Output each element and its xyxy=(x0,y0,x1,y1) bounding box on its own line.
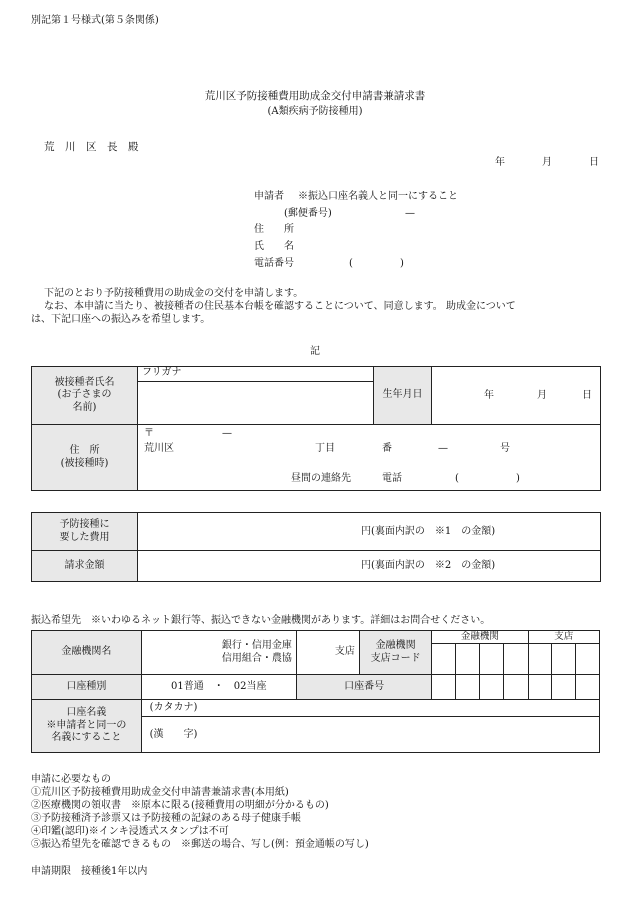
branch-code-digit[interactable] xyxy=(528,644,552,675)
addressee: 荒 川 区 長 殿 xyxy=(44,141,139,153)
code-branch-header: 支店 xyxy=(528,631,599,644)
form-title: 荒川区予防接種費用助成金交付申請書兼請求書 xyxy=(204,90,426,102)
claim-value: 円(裏面内訳の ※2 の金額) xyxy=(361,560,496,571)
account-number-digit[interactable] xyxy=(479,675,503,700)
requirement-item: ④印鑑(認印)※インキ浸透式スタンプは不可 xyxy=(31,826,229,837)
bank-type-1: 銀行・信用金庫 xyxy=(221,640,292,651)
code-inst-header: 金融機関 xyxy=(432,631,528,644)
postal-dash: — xyxy=(222,428,232,439)
chome-label: 丁目 xyxy=(315,443,335,454)
form-number: 別記第１号様式(第５条関係) xyxy=(31,15,159,26)
dob-label: 生年月日 xyxy=(374,367,432,425)
dob-year: 年 xyxy=(484,390,494,401)
applicant-name-label: 氏 名 xyxy=(254,241,294,252)
branch-code-digit[interactable] xyxy=(576,644,600,675)
account-number-digit[interactable] xyxy=(528,675,552,700)
account-holder-label: 口座名義 ※申請者と同一の 名義にすること xyxy=(32,700,142,753)
application-deadline: 申請期限 接種後1年以内 xyxy=(31,866,148,877)
intro-line-3: は、下記口座への振込みを希望します。 xyxy=(31,314,211,325)
date-month[interactable]: 月 xyxy=(542,157,552,168)
cost-value: 円(裏面内訳の ※1 の金額) xyxy=(361,526,496,537)
account-number-digit[interactable] xyxy=(576,675,600,700)
inst-code-digit[interactable] xyxy=(432,644,456,675)
daytime-phone-open: ( xyxy=(455,473,459,484)
applicant-address-label: 住 所 xyxy=(254,224,294,235)
applicant-note: ※振込口座名義人と同一にすること xyxy=(298,191,458,202)
applicant-phone-open: ( xyxy=(349,258,353,269)
branch-code-digit[interactable] xyxy=(552,644,576,675)
date-year[interactable]: 年 xyxy=(495,157,505,168)
holder-kanji[interactable]: (漢 字) xyxy=(149,729,198,740)
account-number-digit[interactable] xyxy=(503,675,528,700)
account-type-options[interactable]: 01普通 ・ 02当座 xyxy=(141,675,296,700)
daytime-phone-close: ) xyxy=(516,473,520,484)
requirement-item: ③予防接種済予診票又は予防接種の記録のある母子健康手帳 xyxy=(31,813,301,824)
form-subtitle: (A類疾病予防接種用) xyxy=(267,106,363,117)
dob-field[interactable] xyxy=(432,367,601,425)
bank-table xyxy=(31,630,600,753)
intro-line-2: なお、本申請に当たり、被接種者の住民基本台帳を確認することについて、同意します。 助成金について xyxy=(44,301,516,312)
date-day[interactable]: 日 xyxy=(589,157,599,168)
applicant-postal-label: (郵便番号) xyxy=(284,208,332,219)
postal-mark: 〒 xyxy=(144,428,154,439)
patient-name-label: 被接種者氏名 (お子さまの 名前) xyxy=(32,367,138,425)
claim-label: 請求金額 xyxy=(32,551,138,582)
inst-code-digit[interactable] xyxy=(479,644,503,675)
bank-heading: 振込希望先 ※いわゆるネット銀行等、振込できない金融機関があります。詳細はお問合せください。 xyxy=(31,615,491,626)
dob-day: 日 xyxy=(582,390,592,401)
patient-table xyxy=(31,366,601,491)
inst-code-digit[interactable] xyxy=(456,644,480,675)
account-holder-field[interactable] xyxy=(141,700,599,753)
daytime-phone-label: 電話 xyxy=(382,473,402,484)
furigana-label: フリガナ xyxy=(138,367,373,382)
account-number-label: 口座番号 xyxy=(296,675,432,700)
holder-katakana[interactable]: (カタカナ) xyxy=(142,700,599,717)
requirement-item: ②医療機関の領収書 ※原本に限る(接種費用の明細が分かるもの) xyxy=(31,800,329,811)
daytime-contact-label: 昼間の連絡先 xyxy=(291,473,351,484)
applicant-postal-dash: — xyxy=(405,208,415,219)
dob-month: 月 xyxy=(537,390,547,401)
ki-heading: 記 xyxy=(310,346,320,357)
bank-type-2: 信用組合・農協 xyxy=(221,652,292,664)
account-number-digit[interactable] xyxy=(552,675,576,700)
applicant-phone-close: ) xyxy=(400,258,404,269)
account-type-label: 口座種別 xyxy=(32,675,142,700)
requirement-item: ①荒川区予防接種費用助成金交付申請書兼請求書(本用紙) xyxy=(31,787,289,798)
ward-name: 荒川区 xyxy=(144,443,174,454)
cost-table xyxy=(31,512,601,582)
ban-dash: — xyxy=(438,443,448,454)
requirements-heading: 申請に必要なもの xyxy=(31,774,111,785)
patient-address-label: 住 所 (被接種時) xyxy=(32,425,138,491)
claim-field[interactable] xyxy=(138,551,601,582)
go-label: 号 xyxy=(500,443,510,454)
branch-field[interactable]: 支店 xyxy=(296,631,359,675)
intro-line-1: 下記のとおり予防接種費用の助成金の交付を申請します。 xyxy=(44,288,304,299)
code-label: 金融機関 支店コード xyxy=(359,631,431,675)
patient-address-field[interactable] xyxy=(138,425,601,491)
requirement-item: ⑤振込希望先を確認できるもの ※郵送の場合、写し(例：預金通帳の写し) xyxy=(31,839,369,850)
ban-label: 番 xyxy=(382,443,392,454)
inst-code-digit[interactable] xyxy=(503,644,528,675)
account-number-digit[interactable] xyxy=(432,675,456,700)
cost-label: 予防接種に 要した費用 xyxy=(32,513,138,551)
bank-name-field[interactable] xyxy=(141,631,296,675)
patient-name-cell[interactable] xyxy=(138,367,374,425)
cost-field[interactable] xyxy=(138,513,601,551)
applicant-label: 申請者 xyxy=(254,191,284,202)
bank-name-label: 金融機関名 xyxy=(32,631,142,675)
applicant-phone-label: 電話番号 xyxy=(254,258,294,269)
account-number-digit[interactable] xyxy=(456,675,480,700)
